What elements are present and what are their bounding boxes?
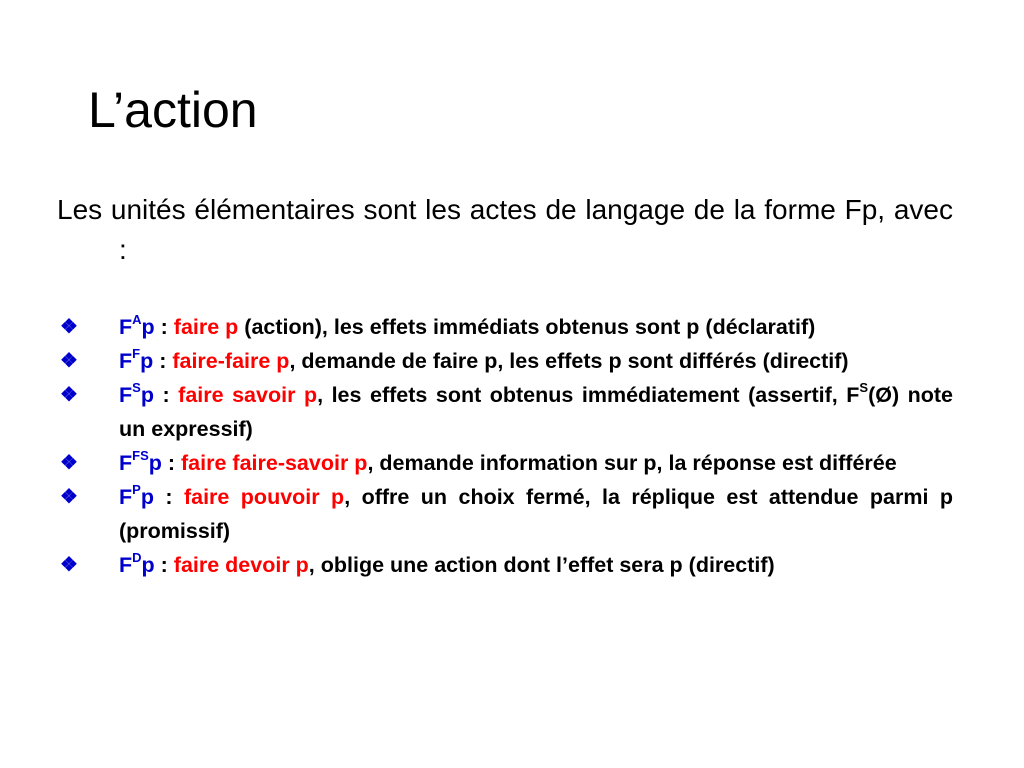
separator: :: [161, 451, 182, 475]
act-description: , les effets sont obtenus immédiatement (assertif, F: [317, 383, 860, 407]
act-symbol: $F^Dp$: [119, 550, 155, 577]
act-name: faire devoir p: [173, 553, 309, 577]
diamond-bullet-icon: ❖: [60, 486, 78, 508]
act-symbol: $F^Ap$: [119, 312, 155, 339]
act-description: , offre un choix fermé, la réplique est attendue parmi p (promissif): [119, 485, 954, 543]
diamond-bullet-icon: ❖: [60, 452, 78, 474]
act-list: [60, 310, 953, 582]
act-name: faire pouvoir p: [183, 485, 345, 509]
intro-text: Les unités élémentaires sont les actes de langage de la forme Fp, avec :: [57, 194, 953, 265]
separator: :: [153, 349, 173, 373]
act-symbol: $F^Pp$: [119, 482, 154, 509]
list-item: [60, 344, 953, 378]
act-symbol: $F^Fp$: [119, 346, 154, 373]
list-item: [60, 310, 953, 344]
act-description: (action), les effets immédiats obtenus sont p (déclaratif): [238, 315, 816, 339]
act-name: faire-faire p: [172, 349, 290, 373]
separator: :: [153, 383, 179, 407]
act-symbol: $F^Sp$: [119, 380, 154, 407]
list-item: [60, 548, 953, 582]
act-description: , demande information sur p, la réponse est différée: [367, 451, 897, 475]
act-name: faire p: [173, 315, 239, 339]
slide-title: L’action: [88, 82, 258, 138]
separator: :: [153, 485, 184, 509]
act-name: faire savoir p: [178, 383, 318, 407]
list-item: [60, 378, 953, 446]
diamond-bullet-icon: ❖: [60, 554, 78, 576]
diamond-bullet-icon: ❖: [60, 350, 78, 372]
diamond-bullet-icon: ❖: [60, 316, 78, 338]
separator: :: [154, 315, 174, 339]
act-description: , oblige une action dont l’effet sera p (directif): [308, 553, 775, 577]
act-description-sup: S: [859, 380, 869, 395]
list-item: [60, 446, 953, 480]
separator: :: [154, 553, 174, 577]
list-item: [60, 480, 953, 548]
act-description: , demande de faire p, les effets p sont différés (directif): [289, 349, 849, 373]
diamond-bullet-icon: ❖: [60, 384, 78, 406]
act-name: faire faire-savoir p: [181, 451, 368, 475]
act-description-end: (Ø) note un expressif): [119, 383, 954, 441]
act-symbol: $F^{FS}p$: [119, 448, 162, 475]
